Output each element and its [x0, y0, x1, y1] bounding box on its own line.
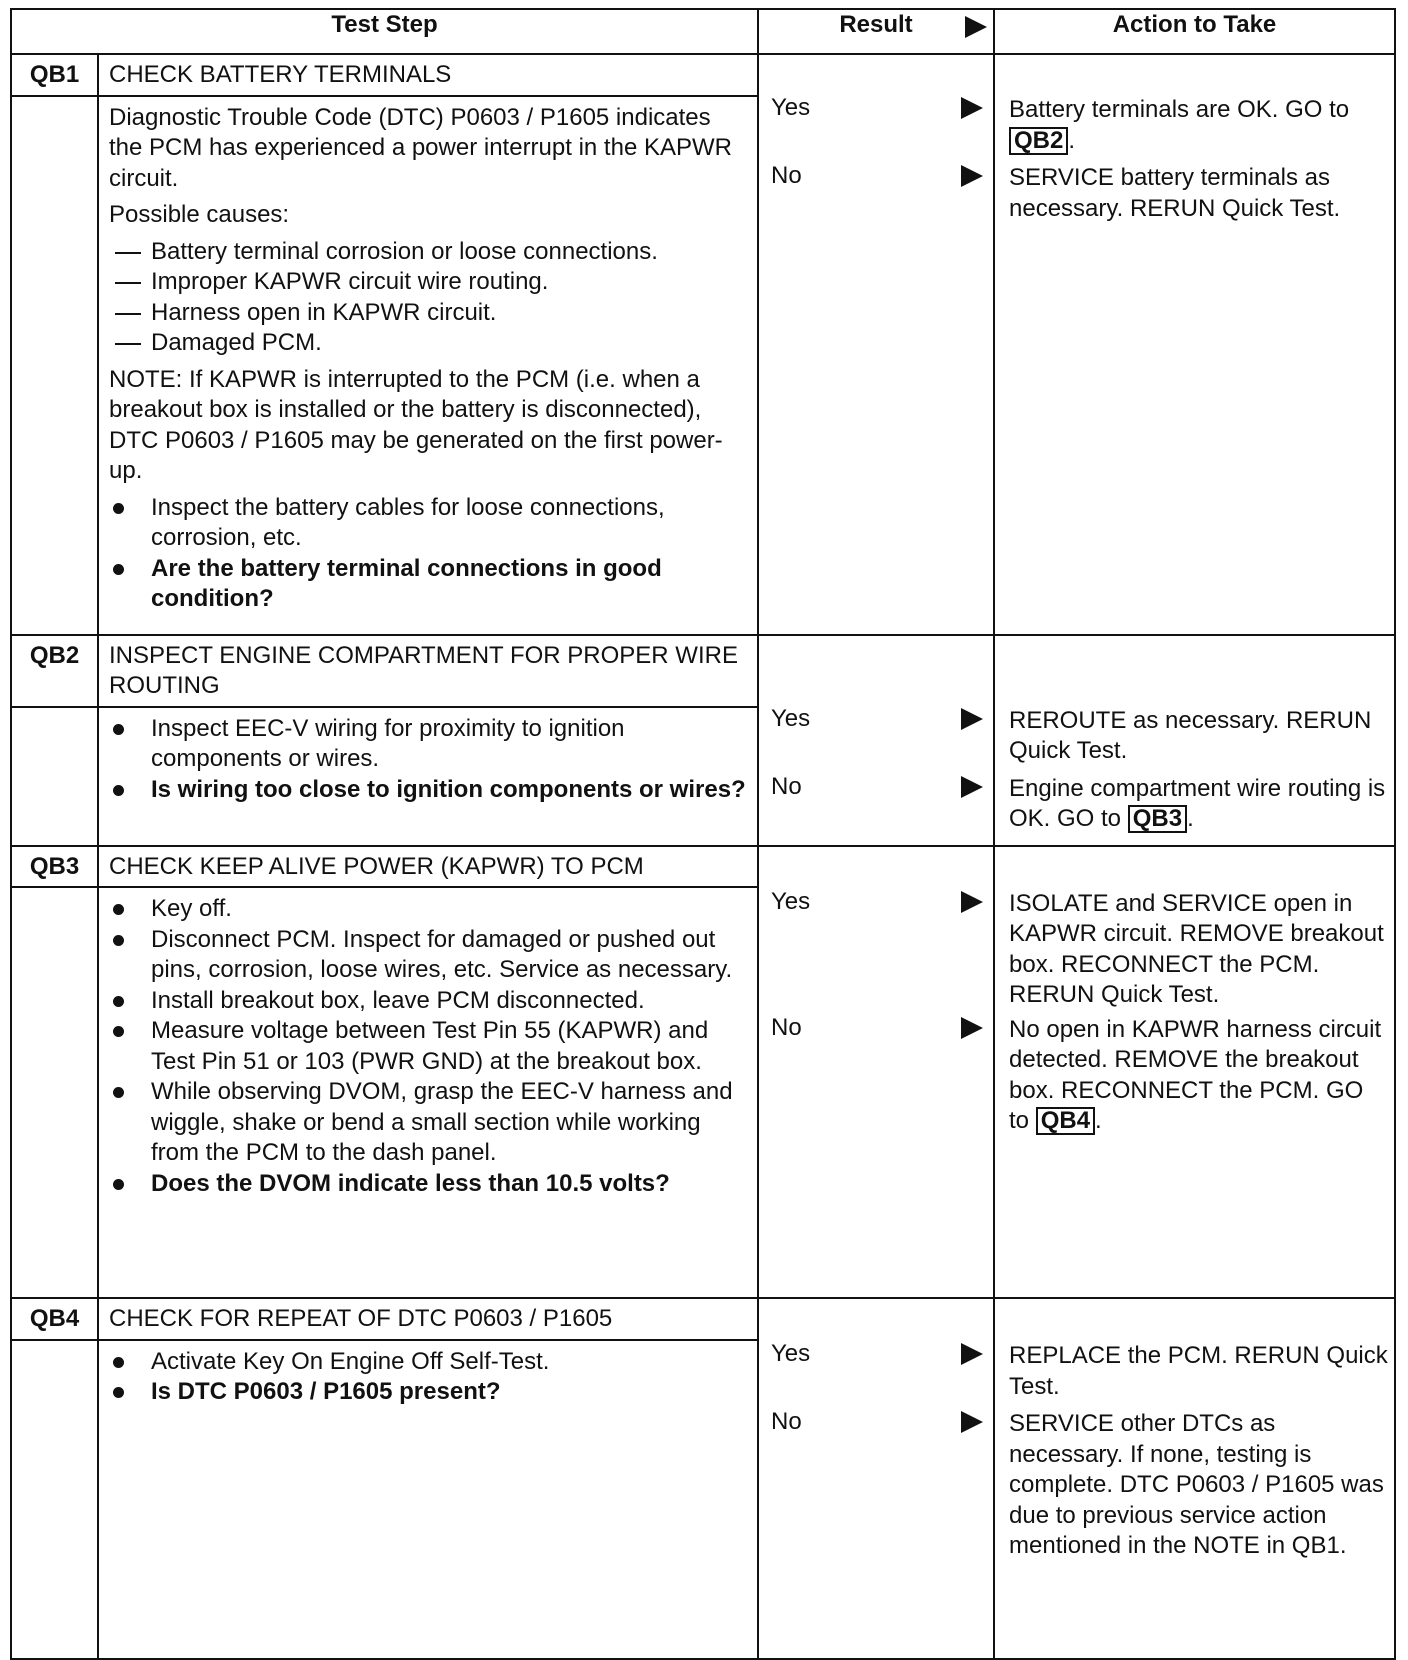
- step-code-qb2: QB2: [11, 635, 98, 707]
- result-yes-label: Yes: [771, 1340, 811, 1367]
- result-no-label: No: [771, 162, 802, 189]
- arrow-right-icon: [961, 1411, 983, 1433]
- question-item: Does the DVOM indicate less than 10.5 volts?: [109, 1169, 747, 1200]
- instruction-list: [109, 1347, 747, 1408]
- result-cell-qb2: [758, 635, 994, 846]
- arrow-right-icon: [961, 891, 983, 913]
- list-item: Inspect EEC-V wiring for proximity to ignition components or wires.: [109, 714, 747, 775]
- result-yes-qb1: [771, 93, 987, 124]
- header-result: [758, 9, 994, 54]
- arrow-right-icon: [965, 16, 987, 38]
- step-body-qb2: [98, 707, 758, 846]
- step-body-qb4: [98, 1340, 758, 1660]
- step-title-row-qb1: [11, 54, 1395, 96]
- step-code-qb3: QB3: [11, 846, 98, 888]
- action-no-text: No open in KAPWR harness circuit detected. REMOVE the breakout box. RECONNECT the PCM. GO to: [1009, 1015, 1382, 1134]
- possible-causes-label: Possible causes:: [109, 201, 290, 228]
- action-cell-qb2: [994, 635, 1395, 846]
- action-yes-qb4: REPLACE the PCM. RERUN Quick Test.: [1009, 1342, 1388, 1400]
- result-yes-label: Yes: [771, 94, 811, 121]
- step-title-qb2: INSPECT ENGINE COMPARTMENT FOR PROPER WIRE ROUTING: [98, 635, 758, 707]
- arrow-right-icon: [961, 1017, 983, 1039]
- step-title-qb1: CHECK BATTERY TERMINALS: [98, 54, 758, 96]
- list-item: Activate Key On Engine Off Self-Test.: [109, 1347, 747, 1378]
- result-no-label: No: [771, 772, 802, 800]
- arrow-right-icon: [961, 1343, 983, 1365]
- note-text: NOTE: If KAPWR is interrupted to the PCM (i.e. when a breakout box is installed or the battery is disconnected), DTC P0603 / P1605 may be generated on the first power-up.: [109, 365, 723, 484]
- action-cell-qb3: [994, 846, 1395, 1299]
- causes-list: [109, 237, 747, 359]
- action-yes-qb1: Battery terminals are OK. GO to QB2 .: [1009, 96, 1350, 154]
- step-title-row-qb2: [11, 635, 1395, 707]
- list-item: Install breakout box, leave PCM disconnected.: [109, 986, 747, 1017]
- step-code-qb1: QB1: [11, 54, 98, 96]
- header-test-step: Test Step: [11, 9, 758, 54]
- action-yes-qb2: REROUTE as necessary. RERUN Quick Test.: [1009, 706, 1372, 764]
- step-code-blank: [11, 887, 98, 1298]
- list-item: While observing DVOM, grasp the EEC-V harness and wiggle, shake or bend a small section while working from the PCM to the dash panel.: [109, 1077, 747, 1169]
- action-no-qb3: No open in KAPWR harness circuit detected. REMOVE the breakout box. RECONNECT the PCM. GO to QB4 .: [1009, 1015, 1382, 1134]
- result-cell-qb1: [758, 54, 994, 635]
- result-no-qb1: [771, 161, 987, 192]
- list-item: Inspect the battery cables for loose connections, corrosion, etc.: [109, 493, 747, 554]
- result-no-qb2: [771, 772, 987, 803]
- result-no-qb4: [771, 1407, 987, 1438]
- header-result-label: Result: [839, 11, 913, 38]
- step-body-qb1: [98, 96, 758, 635]
- list-item: Improper KAPWR circuit wire routing.: [109, 267, 747, 298]
- result-no-qb3: [771, 1013, 987, 1044]
- result-yes-qb2: [771, 704, 987, 735]
- result-yes-qb4: [771, 1339, 987, 1370]
- arrow-right-icon: [961, 708, 983, 730]
- step-code-blank: [11, 96, 98, 635]
- arrow-right-icon: [961, 97, 983, 119]
- step-title-qb4: CHECK FOR REPEAT OF DTC P0603 / P1605: [98, 1298, 758, 1340]
- step-ref-qb3[interactable]: QB3: [1128, 805, 1187, 833]
- list-item: Harness open in KAPWR circuit.: [109, 298, 747, 329]
- action-yes-qb3: ISOLATE and SERVICE open in KAPWR circuit. REMOVE breakout box. RECONNECT the PCM. RERUN Quick Test.: [1009, 889, 1384, 1008]
- result-yes-label: Yes: [771, 704, 811, 732]
- step-ref-qb2[interactable]: QB2: [1009, 127, 1068, 155]
- step-code-blank: [11, 707, 98, 846]
- arrow-right-icon: [961, 165, 983, 187]
- arrow-right-icon: [961, 776, 983, 798]
- step-title-qb3: CHECK KEEP ALIVE POWER (KAPWR) TO PCM: [98, 846, 758, 888]
- result-no-label: No: [771, 1013, 802, 1041]
- result-yes-label: Yes: [771, 887, 811, 915]
- question-item: Are the battery terminal connections in good condition?: [109, 554, 747, 615]
- question-item: Is wiring too close to ignition components or wires?: [109, 775, 747, 806]
- action-no-qb1: SERVICE battery terminals as necessary. RERUN Quick Test.: [1009, 164, 1341, 222]
- result-yes-qb3: [771, 887, 987, 918]
- pinpoint-test-table: [10, 8, 1396, 1660]
- step-code-qb4: QB4: [11, 1298, 98, 1340]
- list-item: Disconnect PCM. Inspect for damaged or pushed out pins, corrosion, loose wires, etc. Service as necessary.: [109, 925, 747, 986]
- diagnostic-page: [10, 8, 1394, 1660]
- instruction-list: [109, 714, 747, 806]
- question-item: Is DTC P0603 / P1605 present?: [109, 1377, 747, 1408]
- action-yes-text: Battery terminals are OK. GO to: [1009, 96, 1350, 123]
- action-no-text: Engine compartment wire routing is OK. GO to: [1009, 774, 1386, 832]
- action-cell-qb1: [994, 54, 1395, 635]
- step-ref-qb4[interactable]: QB4: [1036, 1107, 1095, 1135]
- instruction-list: [109, 493, 747, 615]
- list-item: Damaged PCM.: [109, 328, 747, 359]
- step-description: Diagnostic Trouble Code (DTC) P0603 / P1605 indicates the PCM has experienced a power interrupt in the KAPWR circuit.: [109, 103, 732, 192]
- action-no-qb4: SERVICE other DTCs as necessary. If none, testing is complete. DTC P0603 / P1605 was due to previous service action mentioned in the NOTE in QB1.: [1009, 1410, 1384, 1559]
- result-no-label: No: [771, 1408, 802, 1435]
- step-title-row-qb3: [11, 846, 1395, 888]
- result-cell-qb4: [758, 1298, 994, 1659]
- step-code-blank: [11, 1340, 98, 1660]
- step-title-row-qb4: [11, 1298, 1395, 1340]
- list-item: Battery terminal corrosion or loose connections.: [109, 237, 747, 268]
- list-item: Key off.: [109, 894, 747, 925]
- action-cell-qb4: [994, 1298, 1395, 1659]
- step-body-qb3: [98, 887, 758, 1298]
- list-item: Measure voltage between Test Pin 55 (KAPWR) and Test Pin 51 or 103 (PWR GND) at the breakout box.: [109, 1016, 747, 1077]
- table-header-row: [11, 9, 1395, 54]
- instruction-list: [109, 894, 747, 1199]
- result-cell-qb3: [758, 846, 994, 1299]
- action-no-qb2: Engine compartment wire routing is OK. GO to QB3 .: [1009, 774, 1386, 832]
- header-action: Action to Take: [994, 9, 1395, 54]
